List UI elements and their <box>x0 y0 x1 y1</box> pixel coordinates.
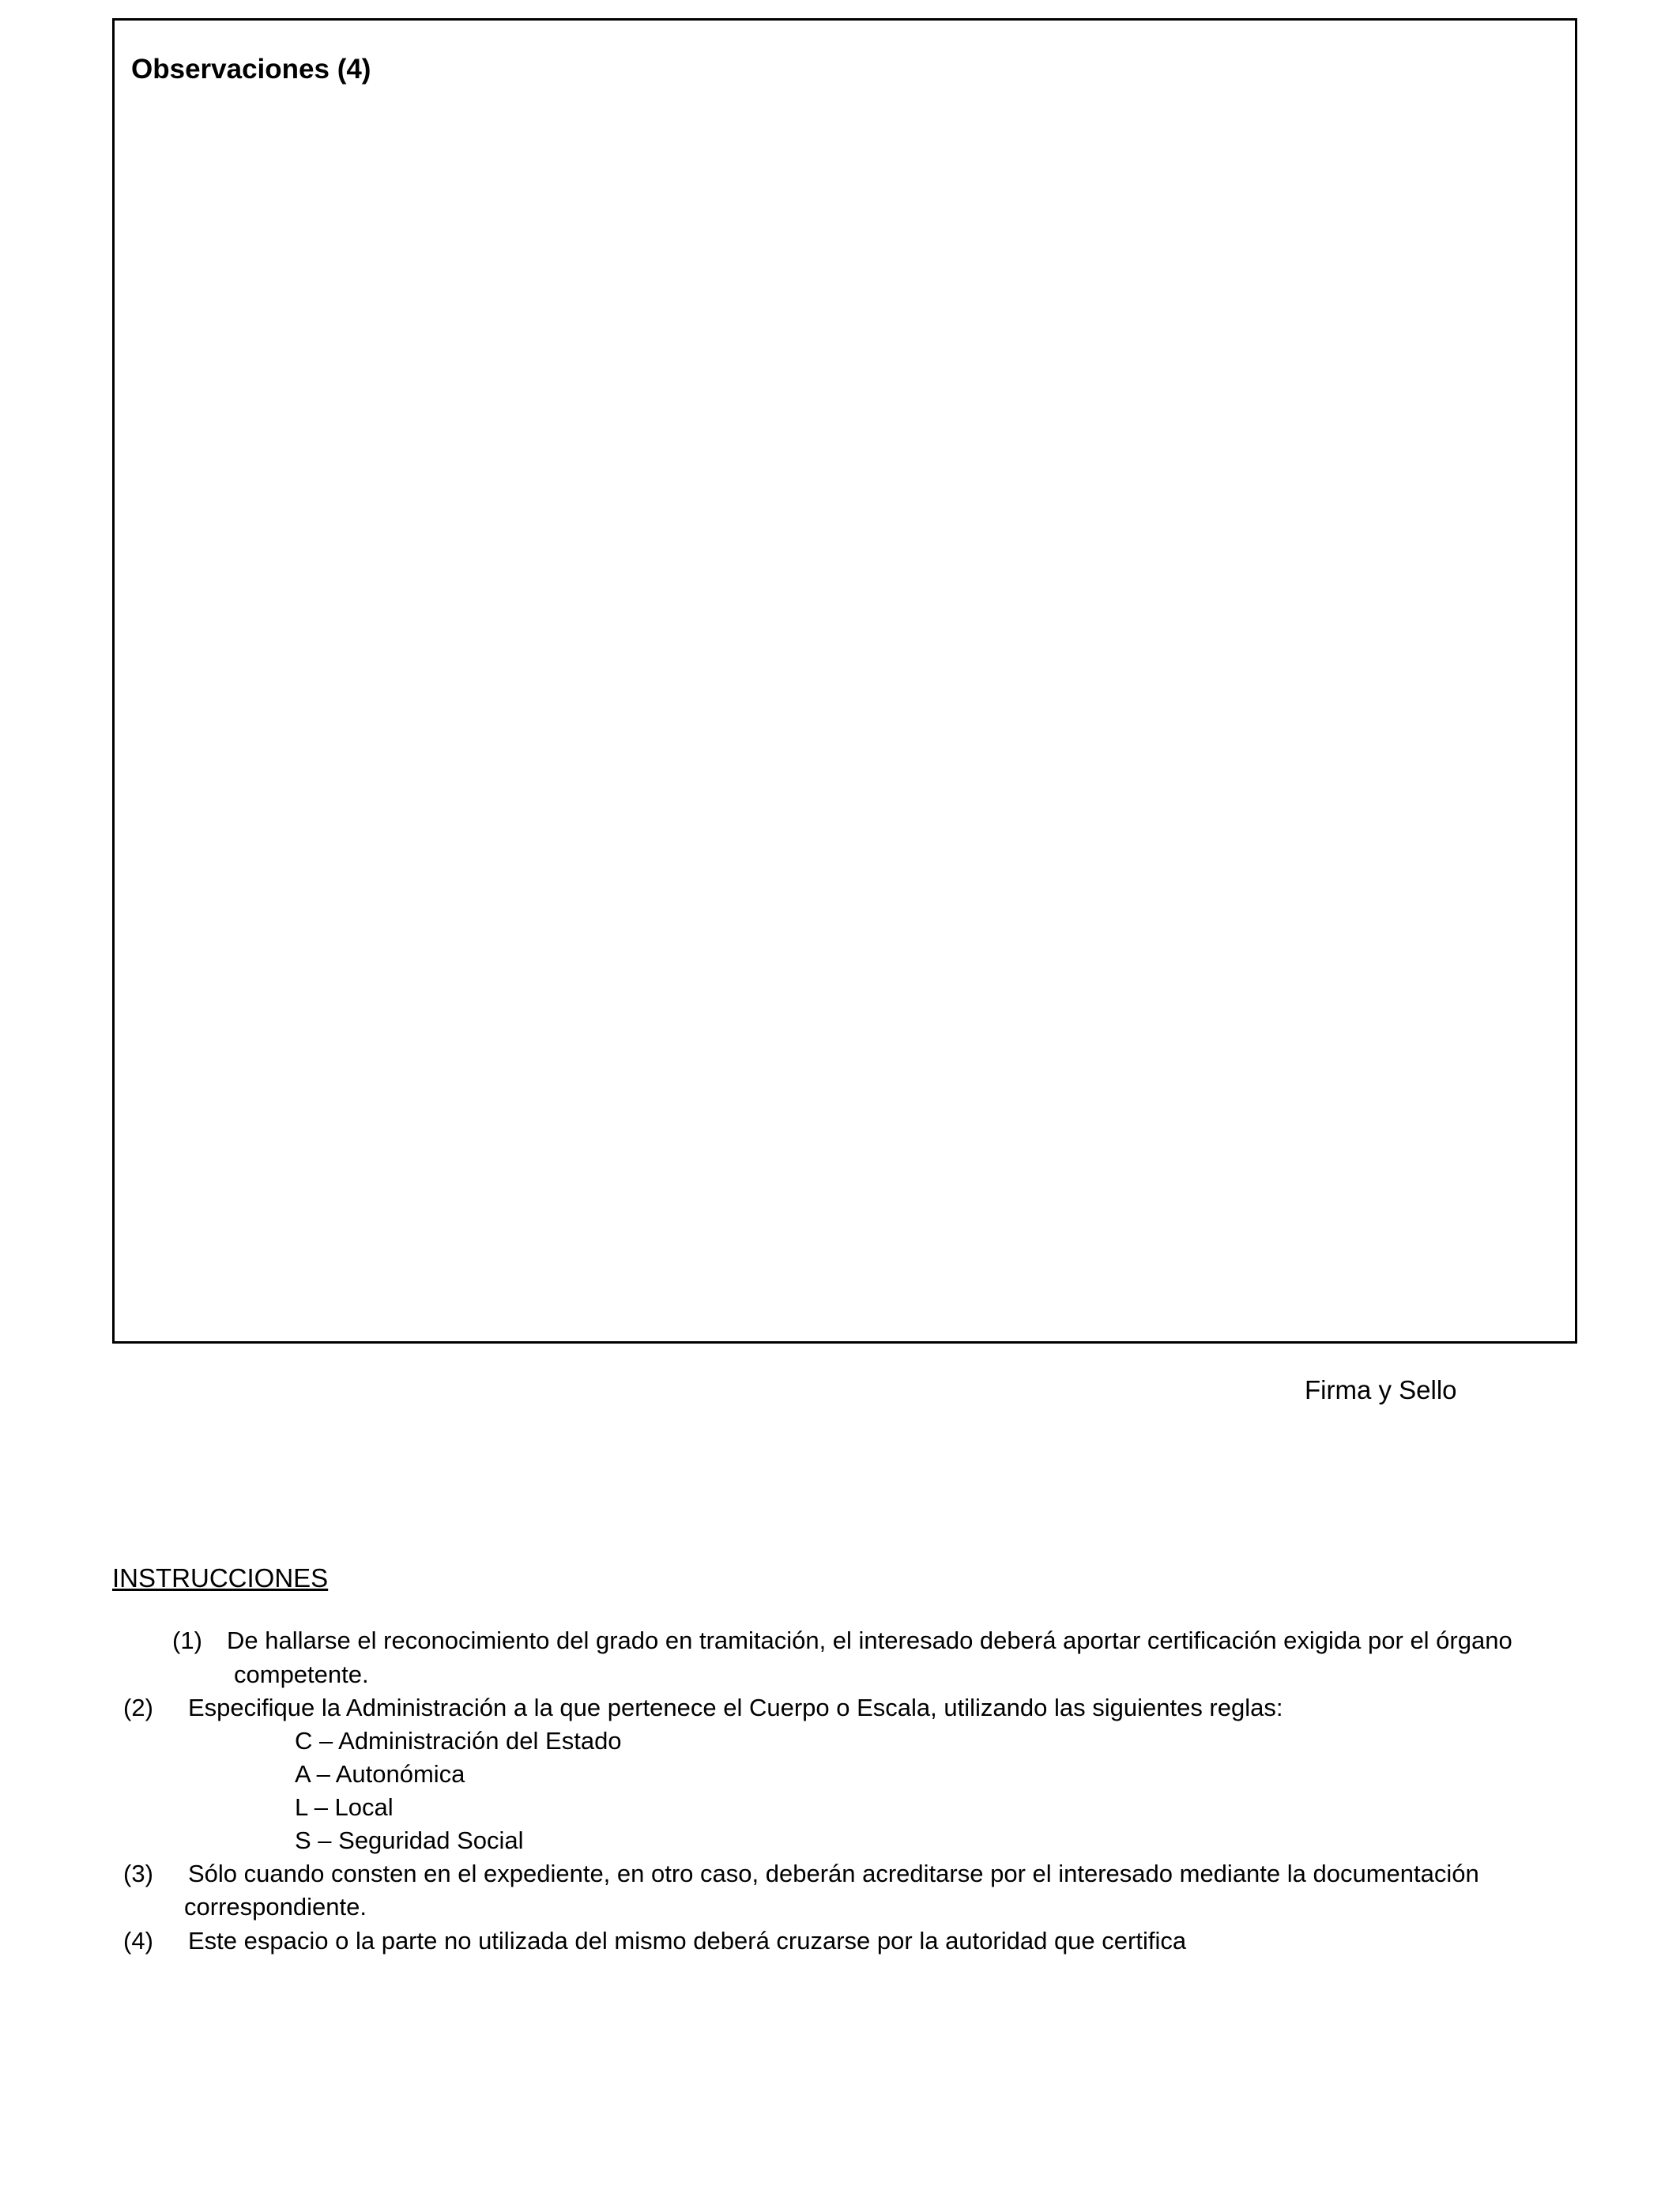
instruction-1-number: (1) <box>172 1627 202 1654</box>
instruction-1-continuation: competente. <box>234 1661 369 1688</box>
instruction-3-text: Sólo cuando consten en el expediente, en otro caso, deberán acreditarse por el interesado mediante la documentación <box>188 1860 1479 1887</box>
instruction-4-text: Este espacio o la parte no utilizada del mismo deberá cruzarse por la autoridad que certifica <box>188 1927 1187 1955</box>
observations-box[interactable] <box>112 18 1577 1344</box>
instruction-2-rule: L – Local <box>295 1793 394 1821</box>
instruction-3-continuation: correspondiente. <box>184 1893 367 1921</box>
signature-label: Firma y Sello <box>1305 1375 1457 1404</box>
instruction-2-text: Especifique la Administración a la que pertenece el Cuerpo o Escala, utilizando las siguientes reglas: <box>188 1694 1283 1721</box>
instruction-2-rule: S – Seguridad Social <box>295 1826 524 1854</box>
instructions-heading: INSTRUCCIONES <box>112 1563 329 1593</box>
instruction-2-number: (2) <box>123 1694 153 1721</box>
instruction-2-rule: A – Autonómica <box>295 1760 465 1788</box>
instruction-3-number: (3) <box>123 1860 153 1887</box>
instruction-4-number: (4) <box>123 1927 153 1955</box>
observations-title: Observaciones (4) <box>131 54 371 85</box>
instruction-1-text: De hallarse el reconocimiento del grado en tramitación, el interesado deberá aportar certificación exigida por el órgano <box>227 1627 1512 1654</box>
instruction-2-rule: C – Administración del Estado <box>295 1727 622 1755</box>
